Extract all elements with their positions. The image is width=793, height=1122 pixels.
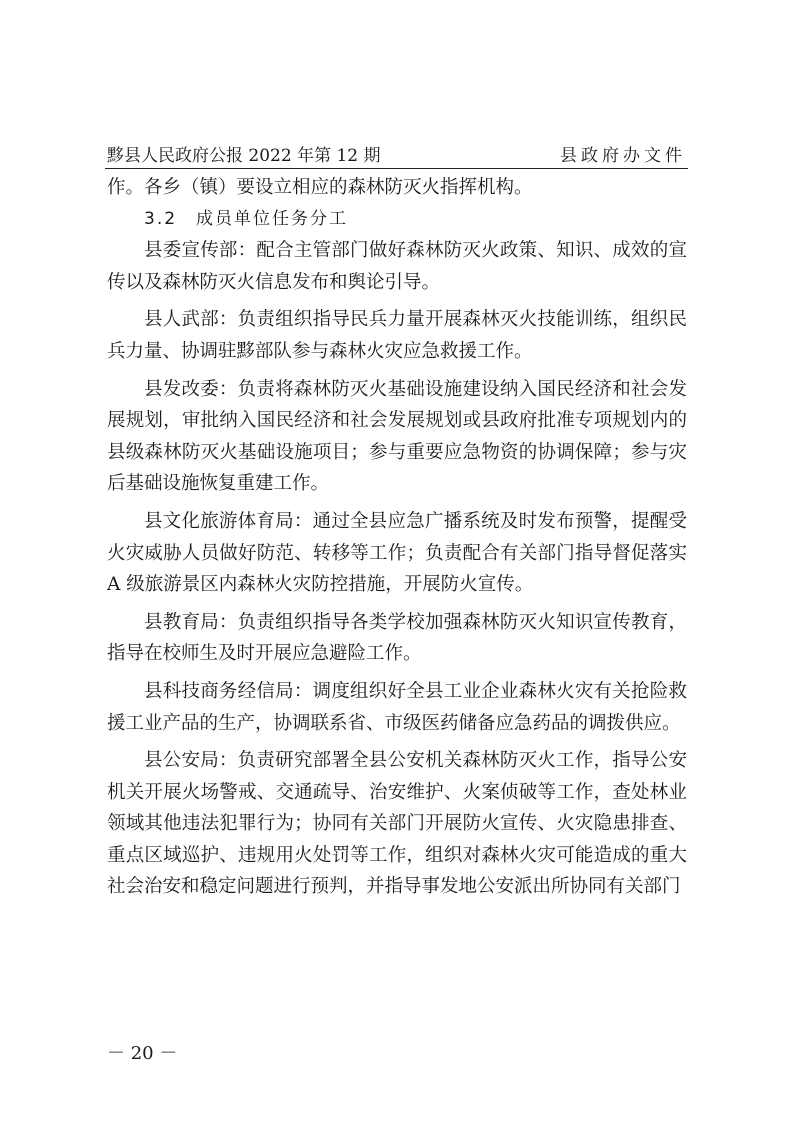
page-number: － 20 － — [107, 1043, 178, 1064]
section-heading: 3.2 成员单位任务分工 — [144, 208, 349, 229]
gazette-title: 黟县人民政府公报 2022 年第 12 期 — [107, 146, 381, 166]
paragraph-sci-tech-commerce: 县科技商务经信局：调度组织好全县工业企业森林火灾有关抢险救援工业产品的生产，协调联系省、市级医药储备应急药品的调拨供应。 — [107, 680, 687, 734]
paragraph-culture-tourism: 县文化旅游体育局：通过全县应急广播系统及时发布预警，提醒受火灾威胁人员做好防范、转移等工作；负责配合有关部门指导督促落实A 级旅游景区内森林火灾防控措施，开展防火宣传。 — [107, 510, 687, 596]
document-category: 县政府办文件 — [560, 146, 686, 166]
paragraph-education-bureau: 县教育局：负责组织指导各类学校加强森林防灭火知识宣传教育，指导在校师生及时开展应急避险工作。 — [107, 611, 687, 665]
paragraph-public-security: 县公安局：负责研究部署全县公安机关森林防灭火工作，指导公安机关开展火场警戒、交通疏导、治安维护、火案侦破等工作，查处林业领域其他违法犯罪行为；协同有关部门开展防火宣传、火灾隐患排查、重点区域巡护、违规用火处罚等工作，组织对森林火灾可能造成的重大社会治安和稳定问题进行预判，并指导事发地公安派出所协同有关部门 — [107, 750, 687, 898]
page-header — [107, 138, 686, 166]
paragraph-armed-forces-dept: 县人武部：负责组织指导民兵力量开展森林灭火技能训练，组织民兵力量、协调驻黟部队参与森林火灾应急救援工作。 — [107, 309, 687, 362]
document-body — [107, 172, 687, 903]
continuation-paragraph: 作。各乡（镇）要设立相应的森林防灭火指挥机构。 — [107, 177, 533, 198]
paragraph-development-reform: 县发改委：负责将森林防灭火基础设施建设纳入国民经济和社会发展规划，审批纳入国民经济和社会发展规划或县政府批准专项规划内的县级森林防灭火基础设施项目；参与重要应急物资的协调保障；参与灾后基础设施恢复重建工作。 — [107, 378, 687, 495]
paragraph-propaganda-dept: 县委宣传部：配合主管部门做好森林防灭火政策、知识、成效的宣传以及森林防灭火信息发布和舆论引导。 — [107, 240, 687, 293]
header-divider — [105, 168, 688, 169]
